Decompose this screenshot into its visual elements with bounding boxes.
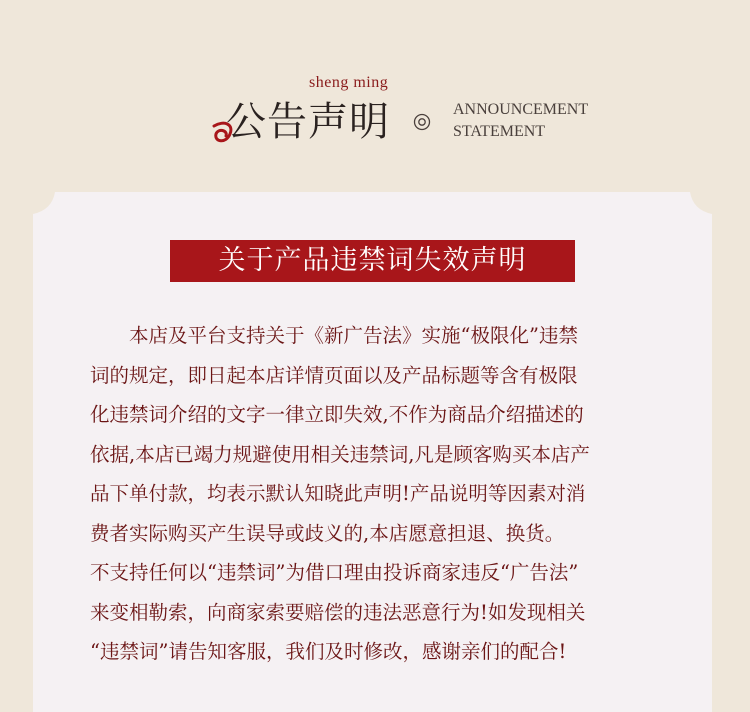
english-title-line-2: STATEMENT xyxy=(453,123,546,140)
pinyin-caption: sheng ming xyxy=(309,74,389,91)
notice-line: 来变相勒索，向商家索要赔偿的违法恶意行为!如发现相关 xyxy=(90,600,586,624)
notice-line: 费者实际购买产生误导或歧义的,本店愿意担退、换货。 xyxy=(90,521,565,545)
english-title-line-1: ANNOUNCEMENT xyxy=(453,101,589,118)
notice-body xyxy=(90,316,690,672)
notice-line: 依据,本店已竭力规避使用相关违禁词,凡是顾客购买本店产 xyxy=(90,442,590,466)
announcement-header xyxy=(0,0,750,190)
english-title xyxy=(453,99,588,143)
notice-heading-banner: 关于产品违禁词失效声明 xyxy=(170,240,575,282)
double-circle-icon xyxy=(413,113,431,131)
notice-line: 不支持任何以“违禁词”为借口理由投诉商家违反“广告法” xyxy=(90,561,579,584)
page-title: 公告声明 xyxy=(226,99,390,145)
notice-line: 本店及平台支持关于《新广告法》实施“极限化”违禁 xyxy=(90,324,578,347)
notice-line: 化违禁词介绍的文字一律立即失效,不作为商品介绍描述的 xyxy=(90,403,584,426)
notice-line: 词的规定，即日起本店详情页面以及产品标题等含有极限 xyxy=(90,363,578,387)
notice-line: 品下单付款，均表示默认知晓此声明!产品说明等因素对消 xyxy=(90,482,586,505)
notice-line: “违禁词”请告知客服，我们及时修改，感谢亲们的配合! xyxy=(90,640,567,663)
